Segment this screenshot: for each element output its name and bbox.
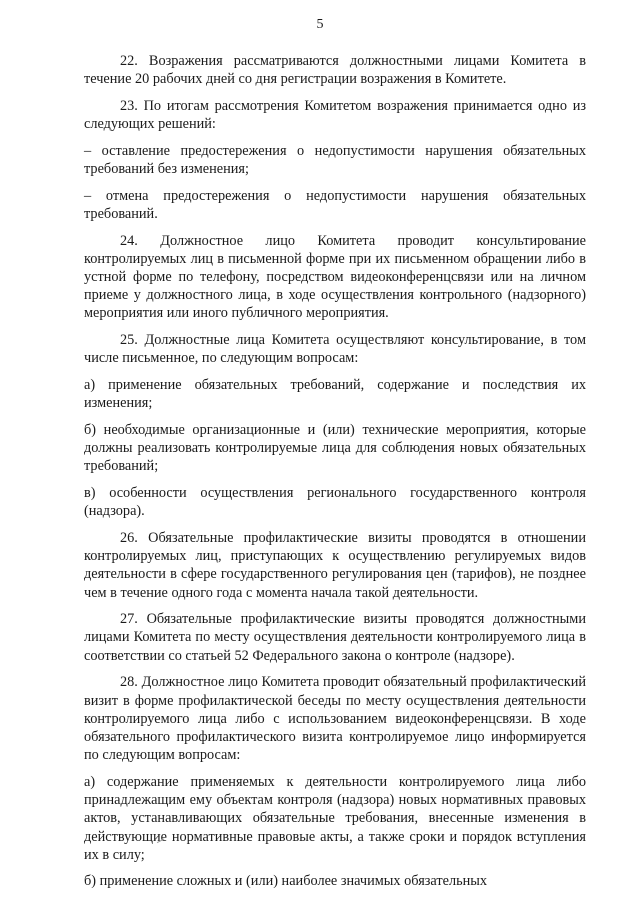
paragraph-24: 24. Должностное лицо Комитета проводит консультирование контролируемых лиц в письменной форме при их письменном обращении либо в устной форме по телефону, посредством видеоконференцсвязи или на личном приеме у должностного лица, в ходе осуществления контрольного (надзорного) мероприятия или иного публичного мероприятия. [84, 232, 586, 322]
paragraph-25: 25. Должностные лица Комитета осуществляют консультирование, в том числе письменное, по следующим вопросам: [84, 332, 586, 367]
list-item-b: б) применение сложных и (или) наиболее значимых обязательных [84, 873, 488, 890]
paragraph-22: 22. Возражения рассматриваются должностными лицами Комитета в течение 20 рабочих дней со дня регистрации возражения в Комитете. [84, 53, 586, 88]
paragraph-28: 28. Должностное лицо Комитета проводит обязательный профилактический визит в форме профилактической беседы по месту осуществления деятельности контролируемого лица либо с использованием видеоконференцсвязи. В ходе обязательного профилактического визита контролируемое лицо информируется по следующим вопросам: [84, 674, 586, 764]
list-item-dash: – оставление предостережения о недопустимости нарушения обязательных требований без изменения; [84, 142, 586, 178]
list-item-a: а) применение обязательных требований, содержание и последствия их изменения; [84, 377, 586, 412]
list-item-v: в) особенности осуществления регионального государственного контроля (надзора). [84, 485, 586, 520]
paragraph-26: 26. Обязательные профилактические визиты проводятся в отношении контролируемых лиц, приступающих к осуществлению регулируемых видов деятельности в сфере государственного регулирования цен (тарифов), не позднее чем в течение одного года с момента начала такой деятельности. [84, 529, 586, 601]
list-item-a: а) содержание применяемых к деятельности контролируемого лица либо принадлежащим ему объектам контроля (надзора) новых нормативных правовых актов, устанавливающих обязательные требования, внесенные изменения в действующие нормативные правовые акты, а также сроки и порядок вступления их в силу; [84, 773, 586, 863]
document-body [84, 52, 586, 891]
list-item-dash: – отмена предостережения о недопустимости нарушения обязательных требований. [84, 187, 586, 222]
paragraph-23: 23. По итогам рассмотрения Комитетом возражения принимается одно из следующих решений: [84, 97, 586, 133]
paragraph-27: 27. Обязательные профилактические визиты проводятся должностными лицами Комитета по месту осуществления деятельности контролируемого лица в соответствии со статьей 52 Федерального закона о контроле (надзоре). [84, 611, 586, 664]
list-item-b: б) необходимые организационные и (или) технические мероприятия, которые должны реализовать контролируемые лица для соблюдения новых обязательных требований; [84, 421, 586, 475]
page-number: 5 [316, 17, 324, 32]
